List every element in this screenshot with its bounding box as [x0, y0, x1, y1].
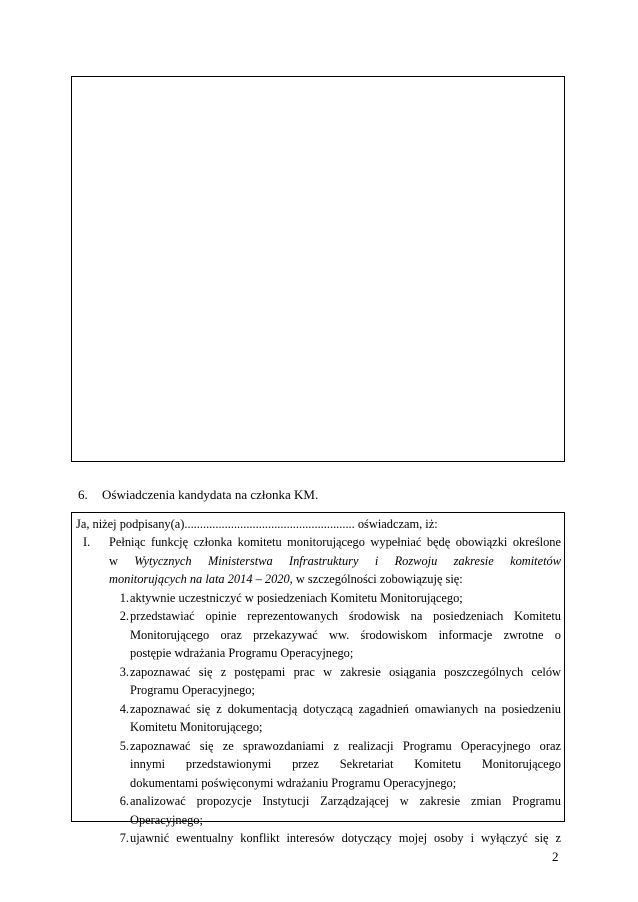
- subitem-line: Operacyjnego;: [130, 812, 203, 827]
- subitem-line: aktywnie uczestniczyć w posiedzeniach Komitetu Monitorującego;: [130, 590, 463, 605]
- subitem-line: zapoznawać się z dokumentacją dotyczącą zagadnień omawianych na posiedzeniu: [130, 701, 561, 716]
- declaration-intro: Ja, niżej podpisany(a)....................................................... oświadczam, iż:: [76, 517, 438, 531]
- roman-numeral: I.: [83, 535, 91, 549]
- subitem-text: [130, 663, 561, 700]
- empty-content-box: [71, 76, 565, 462]
- subitem-number: 5.: [119, 738, 129, 753]
- section-heading: [78, 487, 318, 503]
- section-title: Oświadczenia kandydata na członka KM.: [102, 487, 319, 502]
- subitem-number: 4.: [119, 701, 129, 716]
- subitem-text: [130, 792, 561, 829]
- main-item-line-1: Pełniąc funkcję członka komitetu monitorującego wypełniać będę obowiązki określone: [109, 535, 561, 549]
- subitem-line: Programu Operacyjnego;: [130, 683, 255, 697]
- subitem-text: [130, 589, 561, 608]
- subitem-number: 7.: [119, 831, 129, 845]
- page-number: 2: [552, 849, 559, 864]
- subitem-text: [130, 737, 561, 793]
- subitem-line: innymi przedstawionymi przez Sekretariat Komitetu Monitorującego: [130, 757, 561, 771]
- subitem-line: Monitorującego oraz przekazywać ww. środowiskom informacje zwrotne o: [130, 627, 561, 642]
- subitem-number: 3.: [119, 664, 129, 679]
- main-item-line-3: monitorujących na lata 2014 – 2020, w szczególności zobowiązuję się:: [109, 572, 463, 586]
- subitem-number: 2.: [119, 609, 129, 623]
- subitem-line: przedstawiać opinie reprezentowanych środowisk na posiedzeniach Komitetu: [130, 609, 561, 623]
- subitem-line: ujawnić ewentualny konflikt interesów dotyczący mojej osoby i wyłączyć się z: [130, 831, 561, 845]
- subitem-number: 1.: [119, 590, 129, 605]
- subitem-number: 6.: [119, 794, 129, 808]
- section-number: 6.: [78, 487, 88, 502]
- subitem-line: dokumentami poświęconymi wdrażaniu Programu Operacyjnego;: [130, 775, 457, 790]
- subitem-text: [130, 607, 561, 663]
- subitem-line: postępie wdrażania Programu Operacyjnego;: [130, 646, 354, 660]
- subitem-text: [130, 829, 561, 848]
- subitem-line: zapoznawać się z postępami prac w zakresie osiągania poszczególnych celów: [130, 664, 561, 679]
- subitem-line: analizować propozycje Instytucji Zarządzającej w zakresie zmian Programu: [130, 794, 561, 808]
- main-item-line-2: w Wytycznych Ministerstwa Infrastruktury i Rozwoju zakresie komitetów: [109, 553, 562, 568]
- subitem-text: [130, 700, 561, 737]
- subitem-line: zapoznawać się ze sprawozdaniami z realizacji Programu Operacyjnego oraz: [130, 738, 561, 753]
- declaration-main-item: [109, 533, 561, 589]
- declaration-box: [71, 512, 565, 845]
- subitem-line: Komitetu Monitorującego;: [130, 720, 263, 734]
